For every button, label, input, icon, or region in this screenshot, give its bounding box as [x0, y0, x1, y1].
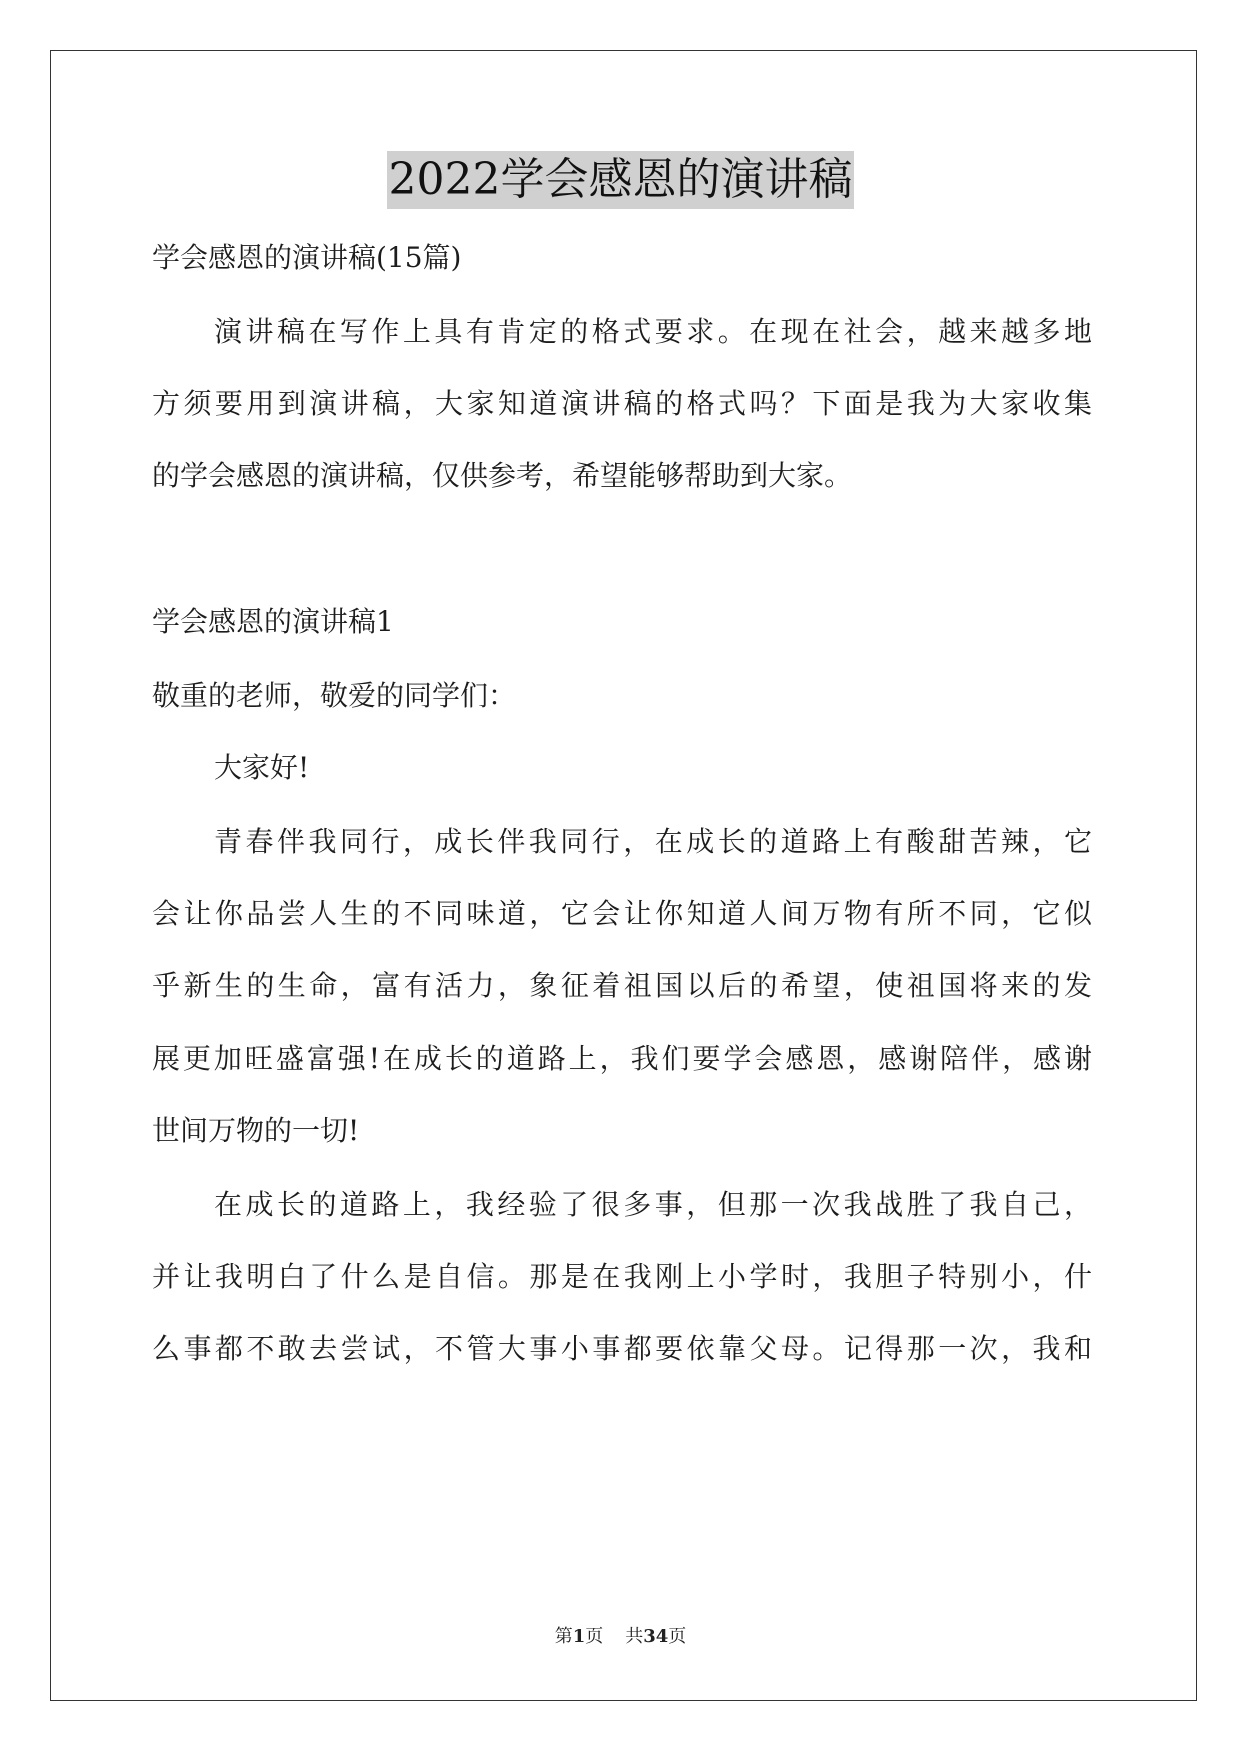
paragraph-line: 并让我明白了什么是自信。那是在我刚上小学时，我胆子特别小，什	[152, 1260, 1092, 1293]
paragraph-line: 在成长的道路上，我经验了很多事，但那一次我战胜了我自己，	[214, 1188, 1092, 1221]
footer-total-suffix: 页	[668, 1626, 687, 1647]
paragraph-line: 展更加旺盛富强!在成长的道路上，我们要学会感恩，感谢陪伴，感谢	[152, 1042, 1092, 1075]
paragraph-line: 世间万物的一切!	[152, 1114, 360, 1147]
paragraph-line: 乎新生的生命，富有活力，象征着祖国以后的希望，使祖国将来的发	[152, 969, 1092, 1002]
paragraph-line: 演讲稿在写作上具有肯定的格式要求。在现在社会，越来越多地	[214, 315, 1092, 348]
paragraph-line: 会让你品尝人生的不同味道，它会让你知道人间万物有所不同，它似	[152, 897, 1092, 930]
document-title: 2022学会感恩的演讲稿	[387, 151, 855, 209]
title-container	[0, 151, 1241, 209]
footer-page-suffix: 页	[585, 1626, 604, 1647]
footer-total-prefix: 共	[625, 1626, 644, 1647]
footer-page-number: 1	[572, 1626, 586, 1647]
footer-prefix: 第	[554, 1626, 573, 1647]
footer-total-pages: 34	[643, 1626, 669, 1647]
section-heading: 学会感恩的演讲稿1	[152, 605, 394, 638]
paragraph-line: 的学会感恩的演讲稿，仅供参考，希望能够帮助到大家。	[152, 459, 853, 492]
greeting-line: 大家好!	[214, 751, 310, 784]
paragraph-line: 么事都不敢去尝试，不管大事小事都要依靠父母。记得那一次，我和	[152, 1332, 1092, 1365]
paragraph-line: 方须要用到演讲稿，大家知道演讲稿的格式吗？下面是我为大家收集	[152, 387, 1092, 420]
subtitle-line: 学会感恩的演讲稿(15篇)	[152, 241, 462, 274]
page-footer	[0, 1625, 1241, 1649]
page-border	[50, 50, 1197, 1701]
paragraph-line: 青春伴我同行，成长伴我同行，在成长的道路上有酸甜苦辣，它	[214, 825, 1092, 858]
salutation-line: 敬重的老师，敬爱的同学们：	[152, 679, 517, 712]
